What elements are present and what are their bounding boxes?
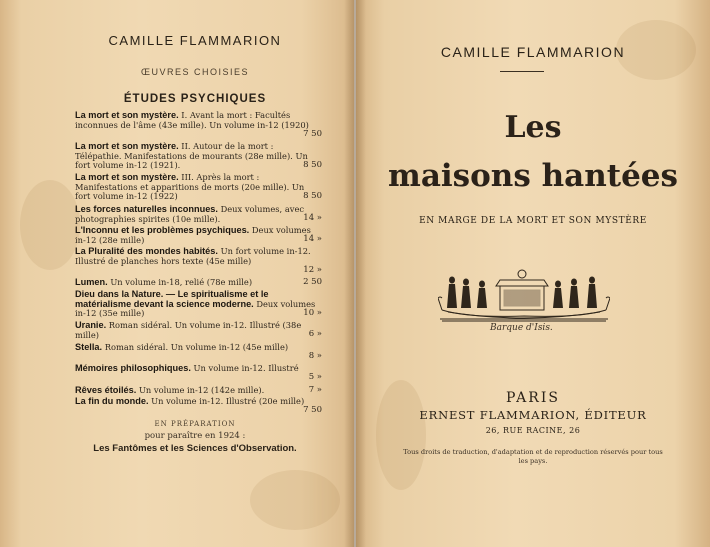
work-price: 7 50 xyxy=(303,405,322,416)
work-description: II. Autour de la mort : Télépathie. Manifestations de mourants (28e mille). Un fort volume in-12 (1921). xyxy=(75,141,308,171)
work-price: 14 » xyxy=(303,213,322,224)
work-title: La mort et son mystère. xyxy=(75,172,179,182)
forthcoming-title: Les Fantômes et les Sciences d'Observation. xyxy=(93,443,297,454)
work-title: La mort et son mystère. xyxy=(75,141,179,151)
work-price: 8 50 xyxy=(303,191,322,202)
work-price: 2 50 xyxy=(303,277,322,288)
work-price: 14 » xyxy=(303,234,322,245)
work-entry xyxy=(75,111,320,140)
work-description: Un volume in-12 (142e mille). xyxy=(138,385,265,395)
work-description: Roman sidéral. Un volume in-12. Illustré (38e mille) xyxy=(75,320,302,340)
work-description: Deux volumes in-12 (35e mille) xyxy=(75,298,316,319)
work-title: Mémoires philosophiques. xyxy=(75,363,191,373)
work-entry xyxy=(75,226,320,245)
work-price: 7 » xyxy=(308,385,322,396)
work-price: 7 50 xyxy=(303,129,322,140)
author-rule xyxy=(500,71,544,72)
work-title: Les forces naturelles inconnues. xyxy=(75,204,218,214)
work-title: Stella. xyxy=(75,342,103,352)
paper-stain xyxy=(250,470,340,530)
work-entry xyxy=(75,278,320,288)
oeuvres-heading: ŒUVRES CHOISIES xyxy=(140,67,250,77)
work-entry xyxy=(75,247,320,276)
work-entry xyxy=(75,205,320,224)
work-title: Uranie. xyxy=(75,320,107,330)
to-appear-label: pour paraître en 1924 : xyxy=(144,431,246,441)
in-preparation-label: EN PRÉPARATION xyxy=(154,420,236,428)
work-title: La mort et son mystère. xyxy=(75,110,179,120)
work-entry xyxy=(75,364,320,383)
work-price: 10 » xyxy=(303,308,322,319)
book-spine-fold xyxy=(344,0,366,547)
work-price: 8 » xyxy=(308,351,322,362)
work-title: La fin du monde. xyxy=(75,396,149,406)
work-description: Deux volumes in-12 (28e mille) xyxy=(75,225,311,245)
work-entry xyxy=(75,142,320,171)
boat-hull xyxy=(442,310,606,316)
work-title: Lumen. xyxy=(75,277,108,287)
vignette-caption: Barque d'Isis. xyxy=(490,323,553,333)
title-line-1: Les xyxy=(504,110,562,145)
left-author-name: CAMILLE FLAMMARION xyxy=(108,33,282,48)
barque-isis-vignette xyxy=(438,266,610,322)
work-entry xyxy=(75,386,320,396)
publisher-address: 26, RUE RACINE, 26 xyxy=(485,426,581,435)
work-description: Un volume in-12. Illustré (20e mille) xyxy=(151,396,305,406)
title-line-2: maisons hantées xyxy=(388,158,678,194)
work-entry xyxy=(75,290,320,319)
section-heading: ÉTUDES PSYCHIQUES xyxy=(123,93,267,105)
work-price: 6 » xyxy=(308,329,322,340)
work-price: 8 50 xyxy=(303,160,322,171)
work-price: 5 » xyxy=(308,372,322,383)
work-entry xyxy=(75,343,320,362)
paper-stain xyxy=(20,180,80,270)
work-title: Rêves étoilés. xyxy=(75,385,137,395)
work-description: Deux volumes, avec photographies spirites (10e mille). xyxy=(75,204,305,224)
work-description: Un volume in-12. Illustré xyxy=(193,363,299,373)
work-description: Roman sidéral. Un volume in-12 (45e mille) xyxy=(104,342,289,352)
work-entry xyxy=(75,321,320,340)
work-title: La Pluralité des mondes habités. xyxy=(75,246,218,256)
work-title: L'Inconnu et les problèmes psychiques. xyxy=(75,225,250,235)
publisher-name: ERNEST FLAMMARION, ÉDITEUR xyxy=(419,408,647,422)
work-entry xyxy=(75,173,320,202)
work-price: 12 » xyxy=(303,265,322,276)
work-title: Dieu dans la Nature. — Le spiritualisme et le matérialisme devant la science moderne. xyxy=(75,289,269,309)
author-name: CAMILLE FLAMMARION xyxy=(440,44,626,60)
work-description: I. Avant la mort : Facultés inconnues de l'âme (43e mille). Un volume in-12 (1920) xyxy=(75,110,309,130)
publication-city: PARIS xyxy=(506,390,560,406)
work-description: Un volume in-18, relié (78e mille) xyxy=(110,277,253,287)
work-entry xyxy=(75,397,320,416)
work-description: Un fort volume in-12. Illustré de planches hors texte (45e mille) xyxy=(75,246,311,266)
work-description: III. Après la mort : Manifestations et apparitions de morts (20e mille). Un fort volume in-12 (1922) xyxy=(75,172,305,202)
subtitle: EN MARGE DE LA MORT ET SON MYSTÈRE xyxy=(419,216,647,226)
rights-notice: Tous droits de traduction, d'adaptation et de reproduction réservés pour tous les pays. xyxy=(403,448,663,465)
